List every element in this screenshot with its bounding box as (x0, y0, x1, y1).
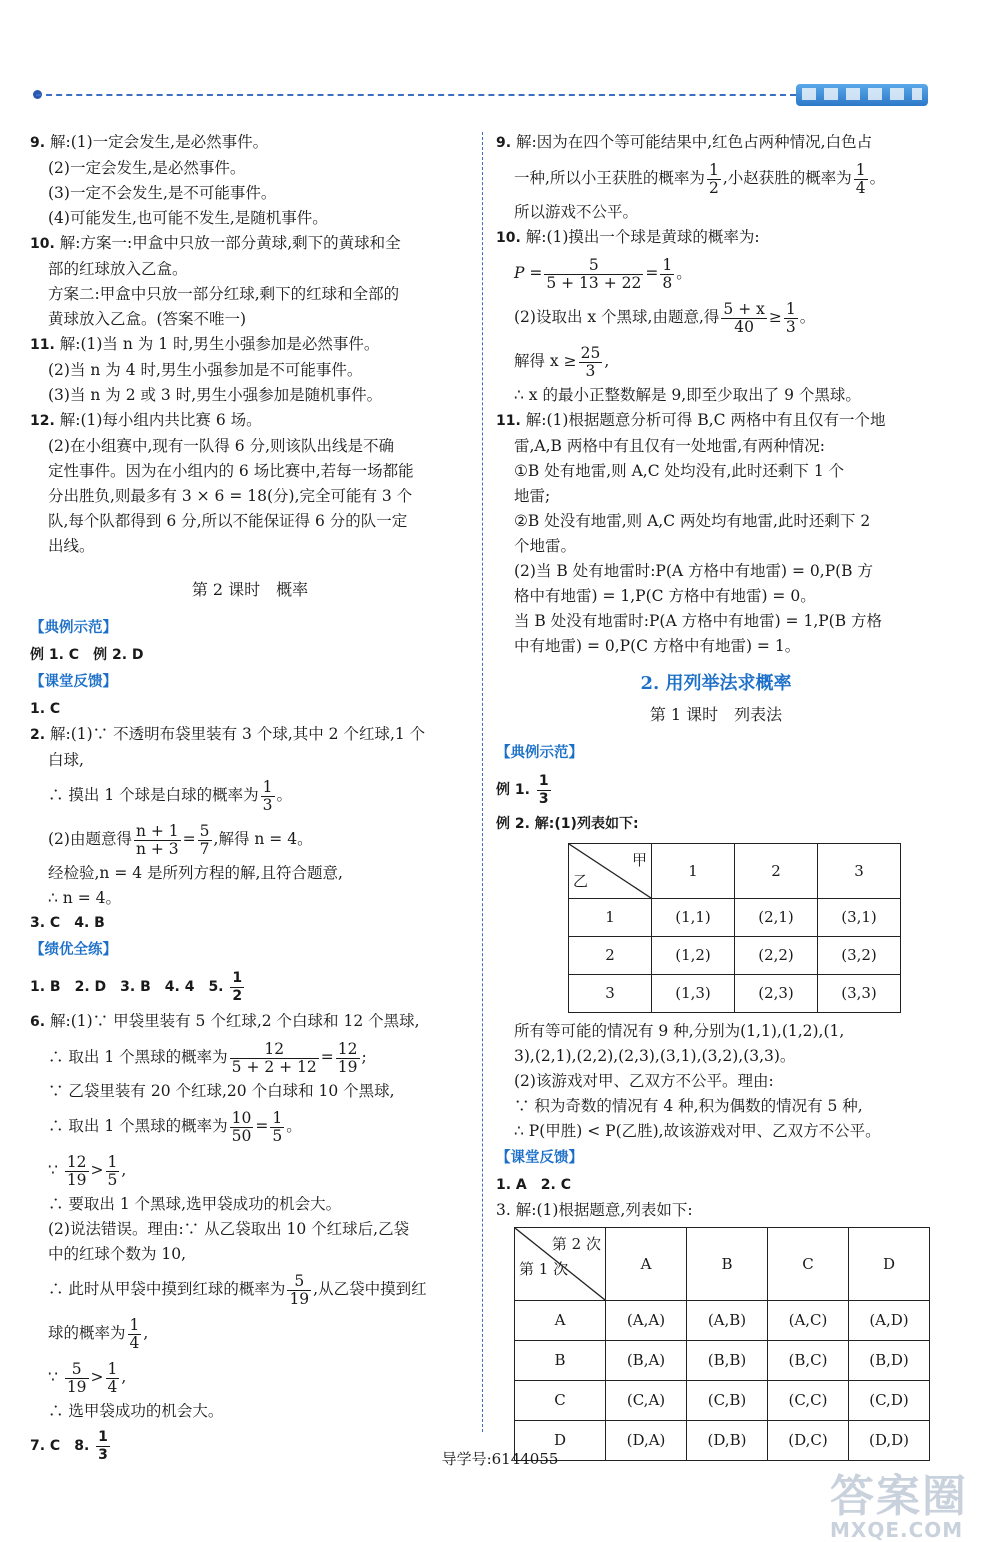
section-heading: 【绩优全练】 (30, 942, 117, 958)
q9-line3: (3)一定不会发生,是不可能事件。 (48, 184, 277, 202)
r-q11-line2: 雷,A,B 两格中有且仅有一处地雷,有两种情况: (514, 437, 826, 455)
ex2-line2: 3),(2,1),(2,2),(2,3),(3,1),(3,2),(3,3)。 (514, 1047, 796, 1065)
q10-line2: 部的红球放入乙盒。 (48, 260, 188, 278)
q11-line3: (3)当 n 为 2 或 3 时,男生小强参加是随机事件。 (48, 386, 383, 404)
answers-1-5: 1. B 2. D 3. B 4. 4 5. $\frac{1}{2}$ (30, 969, 243, 1004)
fraction: $\frac{n + 1}{n + 3}$ (135, 821, 179, 858)
q2-line5: 经检验,n = 4 是所列方程的解,且符合题意, (48, 864, 343, 882)
fraction: $\frac{1}{4}$ (855, 160, 866, 197)
answers-7-8: 7. C 8. $\frac{1}{3}$ (30, 1428, 108, 1463)
r-q11-line4: 地雷; (514, 487, 551, 505)
q6-line4: ∴ 取出 1 个黑球的概率为 $\frac{10}{50}$ = $\frac{1}{5}$ 。 (48, 1108, 302, 1145)
section-heading: 【典例示范】 (30, 620, 117, 636)
section-heading: 【课堂反馈】 (496, 1150, 583, 1166)
q6-line2: ∴ 取出 1 个黑球的概率为 $\frac{12}{5 + 2 + 12}$ = $\frac{12}{19}$ ; (48, 1039, 367, 1076)
q2-line1: 2. 解:(1)∵ 不透明布袋里装有 3 个球,其中 2 个红球,1 个 (30, 725, 426, 743)
q12-line5: 队,每个队都得到 6 分,所以不能保证得 6 分的队一定 (48, 512, 408, 530)
table-col-header: C (768, 1228, 849, 1301)
fraction: $\frac{5}{5 + 13 + 22}$ (546, 255, 642, 292)
outcome-table-1 (568, 843, 901, 1013)
r-q9-line1: 9. 解:因为在四个等可能结果中,红色占两种情况,白色占 (496, 133, 873, 151)
fraction: $\frac{1}{5}$ (107, 1152, 118, 1189)
left-column (30, 130, 470, 1468)
fraction: $\frac{12}{19}$ (66, 1152, 87, 1189)
r-q10-line5: ∴ x 的最小正整数解是 9,即至少取出了 9 个黑球。 (514, 386, 861, 404)
table-row: C (C,A) (C,B) (C,C) (C,D) (515, 1381, 930, 1421)
fraction: $\frac{1}{3}$ (98, 1428, 108, 1463)
fraction: $\frac{1}{2}$ (708, 160, 719, 197)
table-corner: 甲 乙 (569, 844, 652, 899)
table-col-header: 2 (735, 844, 818, 899)
table-row: B (B,A) (B,B) (B,C) (B,D) (515, 1341, 930, 1381)
fraction: $\frac{5}{7}$ (199, 821, 210, 858)
ex2-line3: (2)该游戏对甲、乙双方不公平。理由: (514, 1072, 774, 1090)
answers-1-2: 1. A 2. C (496, 1177, 571, 1193)
ex2-line4: ∵ 积为奇数的情况有 4 种,积为偶数的情况有 5 种, (514, 1097, 863, 1115)
q12-line3: 定性事件。因为在小组内的 6 场比赛中,若每一场都能 (48, 462, 414, 480)
q9-line2: (2)一定会发生,是必然事件。 (48, 159, 246, 177)
q10-line4: 黄球放入乙盒。(答案不唯一) (48, 310, 247, 328)
q9-line4: (4)可能发生,也可能不发生,是随机事件。 (48, 209, 328, 227)
table-col-header: 3 (818, 844, 901, 899)
q12-line6: 出线。 (48, 537, 95, 555)
table-row: 2 (1,2) (2,2) (3,2) (569, 937, 901, 975)
q6-line9: ∴ 此时从甲袋中摸到红球的概率为 $\frac{5}{19}$ ,从乙袋中摸到红 (48, 1271, 427, 1308)
answer-3-4: 3. C 4. B (30, 915, 105, 931)
fraction: $\frac{1}{8}$ (662, 255, 673, 292)
q12-line4: 分出胜负,则最多有 3 × 6 = 18(分),完全可能有 3 个 (48, 487, 413, 505)
q6-line3: ∵ 乙袋里装有 20 个红球,20 个白球和 10 个黑球, (48, 1082, 395, 1100)
header-rule (36, 94, 796, 96)
table-col-header: B (687, 1228, 768, 1301)
q6-compare1: ∵ $\frac{12}{19}$ > $\frac{1}{5}$ , (48, 1152, 127, 1189)
q2-line3: ∴ 摸出 1 个球是白球的概率为 $\frac{1}{3}$ 。 (48, 777, 293, 814)
q2-line2: 白球, (48, 751, 84, 769)
fraction: $\frac{10}{50}$ (231, 1108, 252, 1145)
outcome-table-2 (514, 1227, 930, 1461)
watermark-logo: 答案圈 MXQE.COM (830, 1471, 968, 1542)
ex2-line5: ∴ P(甲胜) < P(乙胜),故该游戏对甲、乙双方不公平。 (514, 1122, 881, 1140)
example-answers: 例 1. C 例 2. D (30, 647, 144, 663)
r-q11-line3: ①B 处有地雷,则 A,C 处均没有,此时还剩下 1 个 (514, 462, 845, 480)
q6-compare2: ∵ $\frac{5}{19}$ > $\frac{1}{4}$ , (48, 1359, 127, 1396)
fraction: $\frac{1}{3}$ (785, 299, 796, 336)
q6-line12: ∴ 选甲袋成功的机会大。 (48, 1402, 224, 1420)
fraction: $\frac{5}{19}$ (289, 1271, 310, 1308)
q6-line8: 中的红球个数为 10, (48, 1245, 187, 1263)
chapter-title: 2. 用列举法求概率 (640, 673, 792, 694)
example-1: 例 1. $\frac{1}{3}$ (496, 772, 549, 807)
q12-line1: 12. 解:(1)每小组内共比赛 6 场。 (30, 411, 262, 429)
header-tab (796, 84, 928, 106)
section-heading: 【课堂反馈】 (30, 674, 117, 690)
r-q11-line8: 格中有地雷) = 1,P(C 方格中有地雷) = 0。 (514, 587, 816, 605)
r-q9-line3: 所以游戏不公平。 (514, 203, 639, 221)
fraction: $\frac{1}{2}$ (232, 969, 243, 1004)
lesson-title: 第 1 课时 列表法 (649, 705, 783, 724)
q3-line1: 3. 解:(1)根据题意,列表如下: (496, 1201, 693, 1219)
lesson-title: 第 2 课时 概率 (191, 580, 309, 599)
r-q11-line6: 个地雷。 (514, 537, 577, 555)
ex2-line1: 所有等可能的情况有 9 种,分别为(1,1),(1,2),(1, (514, 1022, 845, 1040)
q6-line6: ∴ 要取出 1 个黑球,选甲袋成功的机会大。 (48, 1195, 342, 1213)
table-row: D (D,A) (D,B) (D,C) (D,D) (515, 1421, 930, 1461)
r-q9-line2: 一种,所以小王获胜的概率为 $\frac{1}{2}$ ,小赵获胜的概率为 $\frac{1}{4}$ 。 (514, 160, 886, 197)
q12-line2: (2)在小组赛中,现有一队得 6 分,则该队出线是不确 (48, 437, 395, 455)
fraction: $\frac{5}{19}$ (66, 1359, 87, 1396)
q2-line4: (2)由题意得 $\frac{n + 1}{n + 3}$ = $\frac{5}{7}$ ,解得 n = 4。 (48, 821, 313, 858)
fraction: $\frac{1}{5}$ (272, 1108, 283, 1145)
r-q11-line9: 当 B 处没有地雷时:P(A 方格中有地雷) = 1,P(B 方格 (514, 612, 883, 630)
fraction: $\frac{1}{3}$ (262, 777, 273, 814)
r-q11-line7: (2)当 B 处有地雷时:P(A 方格中有地雷) = 0,P(B 方 (514, 562, 873, 580)
q6-line1: 6. 解:(1)∵ 甲袋里装有 5 个红球,2 个白球和 12 个黑球, (30, 1012, 420, 1030)
example-2: 例 2. 解:(1)列表如下: (496, 816, 639, 832)
table-col-header: D (849, 1228, 930, 1301)
r-q10-line4: 解得 x ≥ $\frac{25}{3}$ , (514, 343, 610, 380)
table-row: A (A,A) (A,B) (A,C) (A,D) (515, 1301, 930, 1341)
q10-line1: 10. 解:方案一:甲盒中只放一部分黄球,剩下的黄球和全 (30, 234, 401, 252)
fraction: $\frac{25}{3}$ (580, 343, 601, 380)
fraction: $\frac{5 + x}{40}$ (723, 299, 765, 336)
q9-line1: 9. 解:(1)一定会发生,是必然事件。 (30, 133, 269, 151)
q6-line7: (2)说法错误。理由:∵ 从乙袋取出 10 个红球后,乙袋 (48, 1220, 410, 1238)
table-col-header: 1 (652, 844, 735, 899)
r-q10-line3: (2)设取出 x 个黑球,由题意,得 $\frac{5 + x}{40}$ ≥ $\frac{1}{3}$ 。 (514, 299, 816, 336)
fraction: $\frac{1}{4}$ (107, 1359, 118, 1396)
q11-line1: 11. 解:(1)当 n 为 1 时,男生小强参加是必然事件。 (30, 335, 380, 353)
fraction: $\frac{12}{5 + 2 + 12}$ (231, 1039, 317, 1076)
q2-line6: ∴ n = 4。 (48, 889, 121, 907)
answer-1: 1. C (30, 701, 61, 717)
section-heading: 【典例示范】 (496, 745, 583, 761)
q11-line2: (2)当 n 为 4 时,男生小强参加是不可能事件。 (48, 361, 363, 379)
table-row: 3 (1,3) (2,3) (3,3) (569, 975, 901, 1013)
fraction: $\frac{12}{19}$ (337, 1039, 358, 1076)
table-col-header: A (606, 1228, 687, 1301)
table-corner: 第 2 次 第 1 次 (515, 1228, 606, 1301)
fraction: $\frac{1}{3}$ (538, 772, 549, 807)
q6-line10: 球的概率为 $\frac{1}{4}$ , (48, 1315, 149, 1352)
q10-line3: 方案二:甲盒中只放一部分红球,剩下的红球和全部的 (48, 285, 400, 303)
r-q11-line5: ②B 处没有地雷,则 A,C 两处均有地雷,此时还剩下 2 (514, 512, 871, 530)
right-column (496, 130, 936, 1467)
page-footer: 导学号:6144055 (441, 1450, 559, 1468)
r-q10-line1: 10. 解:(1)摸出一个球是黄球的概率为: (496, 228, 760, 246)
r-q10-formula: P = $\frac{5}{5 + 13 + 22}$ = $\frac{1}{8}$ 。 (514, 255, 692, 292)
table-row: 1 (1,1) (2,1) (3,1) (569, 899, 901, 937)
fraction: $\frac{1}{4}$ (129, 1315, 140, 1352)
r-q11-line10: 中有地雷) = 0,P(C 方格中有地雷) = 1。 (514, 637, 801, 655)
r-q11-line1: 11. 解:(1)根据题意分析可得 B,C 两格中有且仅有一个地 (496, 411, 886, 429)
column-divider (482, 132, 483, 1432)
